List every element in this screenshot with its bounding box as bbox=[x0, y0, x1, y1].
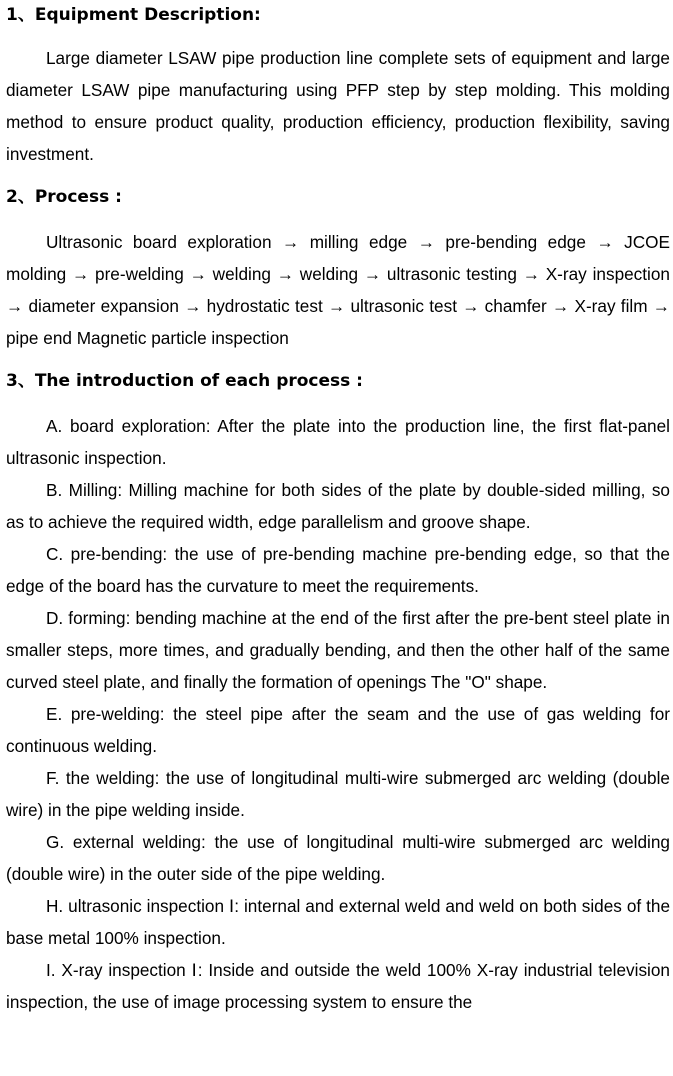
section-heading-process: 2、Process : bbox=[6, 187, 122, 207]
paragraph-equipment-description: Large diameter LSAW pipe production line complete sets of equipment and large diameter LSAW pipe manufacturing using PFP step by step molding. This molding method to ensure product quality, production efficiency, production flexibility, saving investment. bbox=[6, 48, 670, 164]
paragraph-ultrasonic-inspection: H. ultrasonic inspection Ⅰ: internal and external weld and weld on both sides of the base metal 100% inspection. bbox=[6, 896, 670, 948]
section-body-process-introduction bbox=[6, 410, 670, 1018]
section-heading-process-introduction: 3、The introduction of each process : bbox=[6, 371, 363, 391]
paragraph-pre-welding: E. pre-welding: the steel pipe after the seam and the use of gas welding for continuous welding. bbox=[6, 704, 670, 756]
paragraph-process-flow: Ultrasonic board exploration → milling edge → pre-bending edge → JCOE molding → pre-welding → welding → welding → ultrasonic testing → X-ray inspection → diameter expansion → hydrostatic test → ultrasonic test → chamfer → X-ray film → pipe end Magnetic particle inspection bbox=[6, 232, 670, 348]
paragraph-pre-bending: C. pre-bending: the use of pre-bending machine pre-bending edge, so that the edge of the board has the curvature to meet the requirements. bbox=[6, 544, 670, 596]
paragraph-external-welding: G. external welding: the use of longitudinal multi-wire submerged arc welding (double wire) in the outer side of the pipe welding. bbox=[6, 832, 670, 884]
paragraph-x-ray-inspection: I. X-ray inspection Ⅰ: Inside and outside the weld 100% X-ray industrial television inspection, the use of image processing system to ensure the bbox=[6, 960, 670, 1012]
paragraph-inside-welding: F. the welding: the use of longitudinal multi-wire submerged arc welding (double wire) in the pipe welding inside. bbox=[6, 768, 670, 820]
section-body-process bbox=[6, 226, 670, 354]
section-body-equipment-description bbox=[6, 42, 670, 170]
paragraph-forming: D. forming: bending machine at the end of the first after the pre-bent steel plate in smaller steps, more times, and gradually bending, and then the other half of the same curved steel plate, and finally the formation of openings The "O" shape. bbox=[6, 608, 670, 692]
section-heading-equipment-description: 1、Equipment Description: bbox=[6, 5, 261, 25]
paragraph-board-exploration: A. board exploration: After the plate into the production line, the first flat-panel ultrasonic inspection. bbox=[6, 416, 670, 468]
paragraph-milling: B. Milling: Milling machine for both sides of the plate by double-sided milling, so as to achieve the required width, edge parallelism and groove shape. bbox=[6, 480, 670, 532]
